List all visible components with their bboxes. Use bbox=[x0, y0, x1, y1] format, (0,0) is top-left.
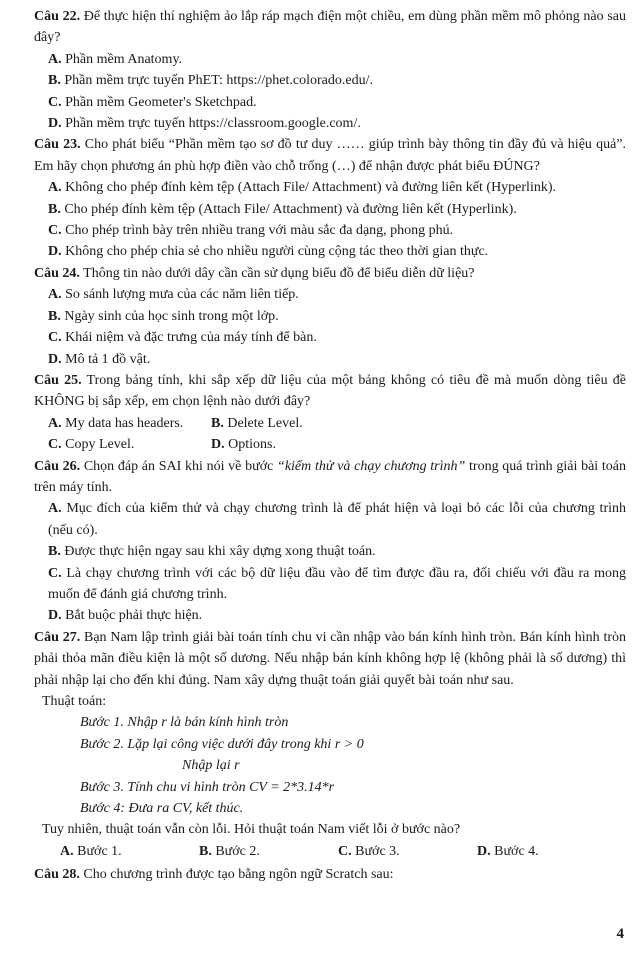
question-text: Trong bảng tính, khi sắp xếp dữ liệu của một bảng không có tiêu đề mà muốn dòng tiêu đề KHÔNG bị sắp xếp, em chọn lệnh nào dưới đây? bbox=[34, 372, 626, 410]
option-a: A. My data has headers. bbox=[48, 415, 184, 431]
option-a: A. Không cho phép đính kèm tệp (Attach File/ Attachment) và đường liên kết (Hyperlink). bbox=[48, 180, 556, 196]
emphasis-text: “kiểm thử và chạy chương trình” bbox=[277, 458, 466, 474]
question-number: Câu 25. bbox=[34, 372, 82, 388]
question-26: Câu 26. Chọn đáp án SAI khi nói về bước “kiểm thử và chạy chương trình” trong quá trình giải bài toán trên máy tính. bbox=[34, 458, 626, 495]
question-text: Cho phát biểu “Phần mềm tạo sơ đồ tư duy …… giúp trình bày thông tin đầy đủ và hiệu quả”. Em hãy chọn phương án phù hợp điền vào chỗ trống (…) để nhận được phát biểu ĐÚNG? bbox=[34, 137, 627, 174]
option-b: B. Cho phép đính kèm tệp (Attach File/ Attachment) và đường liên kết (Hyperlink). bbox=[48, 201, 517, 217]
option-c: C. Khái niệm và đặc trưng của máy tính để bàn. bbox=[48, 330, 317, 346]
option-c: C. Cho phép trình bày trên nhiều trang với màu sắc đa dạng, phong phú. bbox=[48, 223, 454, 239]
algorithm-label: Thuật toán: bbox=[42, 694, 107, 709]
option-d: D. Options. bbox=[211, 437, 276, 453]
option-d: D. Mô tả 1 đồ vật. bbox=[48, 351, 151, 367]
option-b: B. Bước 2. bbox=[199, 843, 260, 859]
option-c: C. Là chạy chương trình với các bộ dữ liệu đầu vào để tìm được đầu ra, đối chiếu với đầu ra mong muốn để đánh giá chương trình. bbox=[48, 565, 626, 602]
option-b: B. Được thực hiện ngay sau khi xây dựng xong thuật toán. bbox=[48, 544, 376, 560]
options-row-1 bbox=[34, 413, 626, 434]
option-a: A. Mục đích của kiểm thử và chạy chương trình là để phát hiện và loại bỏ các lỗi của chương trình (nếu có). bbox=[48, 501, 626, 538]
algorithm-step-2: Bước 2. Lặp lại công việc dưới đây trong khi r > 0 bbox=[80, 736, 364, 752]
option-d: D. Bước 4. bbox=[477, 843, 539, 859]
options-row-2 bbox=[34, 434, 626, 455]
question-23 bbox=[34, 134, 626, 177]
option-a: A. Bước 1. bbox=[60, 843, 122, 859]
question-27 bbox=[34, 627, 626, 691]
question-text: Thông tin nào dưới dây cần cần sử dụng biểu đồ để biểu diễn dữ liệu? bbox=[79, 265, 475, 281]
option-b: B. Delete Level. bbox=[211, 415, 303, 431]
algorithm-step-2-body: Nhập lại r bbox=[182, 758, 240, 774]
question-27-prompt: Tuy nhiên, thuật toán vẫn còn lỗi. Hỏi thuật toán Nam viết lỗi ở bước nào? bbox=[42, 822, 461, 838]
question-number: Câu 23. bbox=[34, 137, 81, 153]
question-25 bbox=[34, 370, 626, 413]
question-22 bbox=[34, 6, 626, 49]
options-row bbox=[34, 841, 626, 862]
algorithm-step-3: Bước 3. Tính chu vi hình tròn CV = 2*3.14*r bbox=[80, 779, 335, 795]
option-a: A. So sánh lượng mưa của các năm liên tiếp. bbox=[48, 287, 299, 303]
question-number: Câu 24. bbox=[34, 265, 80, 281]
exam-page bbox=[34, 6, 626, 886]
option-c: C. Copy Level. bbox=[48, 437, 135, 453]
option-b: B. Phần mềm trực tuyến PhET: https://phet.colorado.edu/. bbox=[48, 73, 373, 89]
option-d: D. Bắt buộc phải thực hiện. bbox=[48, 608, 203, 624]
question-number: Câu 26. bbox=[34, 458, 81, 474]
question-number: Câu 28. bbox=[34, 867, 80, 883]
option-c: C. Phần mềm Geometer's Sketchpad. bbox=[48, 94, 257, 110]
question-number: Câu 27. bbox=[34, 629, 81, 645]
question-text: Bạn Nam lập trình giải bài toán tính chu vi cần nhập vào bán kính hình tròn. Bán kính hình tròn phải thỏa mãn điều kiện là một số dương. Nếu nhập bán kính không hợp lệ (không phải là số dương) thì phải nhập lại cho đến khi đúng. Nam xây dựng thuật toán giải quyết bài toán như sau. bbox=[34, 629, 626, 688]
question-number: Câu 22. bbox=[34, 9, 81, 24]
question-text: Cho chương trình được tạo bằng ngôn ngữ Scratch sau: bbox=[79, 867, 394, 883]
option-d: D. Không cho phép chia sẻ cho nhiều người cùng cộng tác theo thời gian thực. bbox=[48, 244, 489, 260]
question-text: Để thực hiện thí nghiệm ảo lắp ráp mạch điện một chiều, em dùng phần mềm mô phỏng nào sau đây? bbox=[34, 9, 626, 46]
question-28 bbox=[34, 864, 626, 885]
question-24 bbox=[34, 263, 626, 284]
option-d: D. Phần mềm trực tuyến https://classroom.google.com/. bbox=[48, 116, 361, 132]
algorithm-step-1: Bước 1. Nhập r là bán kính hình tròn bbox=[80, 715, 289, 731]
page-number: 4 bbox=[616, 926, 624, 942]
option-c: C. Bước 3. bbox=[338, 843, 400, 859]
option-b: B. Ngày sinh của học sinh trong một lớp. bbox=[48, 308, 279, 324]
option-a: A. Phần mềm Anatomy. bbox=[48, 51, 183, 67]
algorithm-step-4: Bước 4: Đưa ra CV, kết thúc. bbox=[80, 801, 244, 817]
